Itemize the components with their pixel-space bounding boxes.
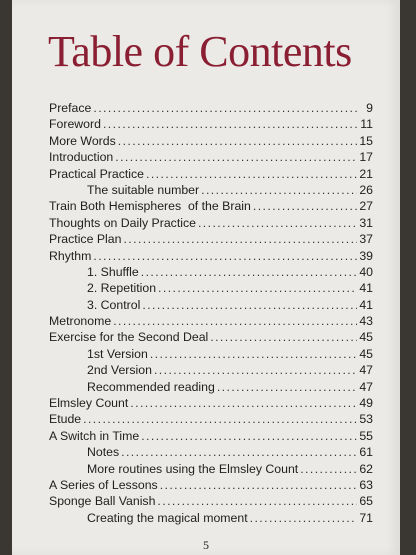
toc-entry — [49, 395, 373, 411]
toc-entry-page: 31 — [359, 215, 373, 230]
toc-entry-page: 47 — [359, 363, 373, 378]
toc-entry-title: Metronome — [49, 314, 112, 329]
toc-entry-title: 1st Version — [87, 346, 148, 361]
dot-leader — [83, 411, 357, 427]
toc-entry — [49, 248, 373, 264]
toc-entry-title: Practice Plan — [49, 232, 122, 247]
toc-entry-title: More routines using the Elmsley Count — [87, 461, 299, 476]
toc-entry-page: 65 — [359, 494, 373, 509]
dot-leader — [142, 297, 357, 313]
toc-entry-title: A Switch in Time — [49, 428, 140, 443]
dot-leader — [250, 510, 357, 526]
toc-entry — [49, 198, 373, 214]
dot-leader — [141, 264, 357, 280]
toc-entry — [49, 280, 373, 296]
toc-entry-page: 49 — [359, 396, 373, 411]
toc-entry-page: 26 — [359, 182, 373, 197]
toc-entry — [49, 428, 373, 444]
toc-entry-title: Creating the magical moment — [87, 510, 248, 525]
dot-leader — [201, 182, 357, 198]
dot-leader — [113, 313, 357, 329]
toc-entry-page: 27 — [359, 199, 373, 214]
toc-entry-page: 39 — [359, 248, 373, 263]
toc-entry-page: 47 — [359, 379, 373, 394]
toc-entry — [49, 510, 373, 526]
dot-leader — [158, 280, 357, 296]
toc-entry-page: 17 — [359, 150, 373, 165]
toc-entry — [49, 100, 373, 116]
toc-entry-page: 11 — [360, 117, 373, 132]
toc-entry — [49, 411, 373, 427]
toc-entry — [49, 362, 373, 378]
toc-entry — [49, 346, 373, 362]
toc-list — [49, 100, 373, 526]
dot-leader — [210, 329, 357, 345]
toc-entry — [49, 329, 373, 345]
dot-leader — [157, 493, 357, 509]
dot-leader — [253, 198, 357, 214]
dot-leader — [115, 149, 357, 165]
toc-entry-title: More Words — [49, 133, 116, 148]
toc-entry-page: 21 — [359, 166, 373, 181]
dot-leader — [93, 248, 357, 264]
toc-entry-title: 2. Repetition — [87, 281, 157, 296]
toc-entry-title: Sponge Ball Vanish — [49, 494, 156, 509]
toc-entry-title: Recommended reading — [87, 379, 215, 394]
toc-entry — [49, 116, 373, 132]
toc-entry — [49, 182, 373, 198]
toc-entry-page: 53 — [359, 412, 373, 427]
toc-entry-page: 45 — [359, 330, 373, 345]
toc-entry-page: 62 — [359, 461, 373, 476]
page-number: 5 — [203, 538, 209, 552]
toc-entry — [49, 313, 373, 329]
dot-leader — [103, 116, 357, 132]
dot-leader — [93, 100, 357, 116]
dot-leader — [160, 477, 357, 493]
toc-entry — [49, 444, 373, 460]
dot-leader — [150, 346, 357, 362]
toc-entry-title: Thoughts on Daily Practice — [49, 215, 196, 230]
toc-entry — [49, 133, 373, 149]
toc-entry — [49, 166, 373, 182]
dot-leader — [121, 444, 357, 460]
toc-entry — [49, 149, 373, 165]
toc-entry — [49, 461, 373, 477]
toc-entry-title: The suitable number — [87, 182, 200, 197]
toc-entry-title: Preface — [49, 101, 92, 115]
toc-entry-page: 61 — [359, 445, 373, 460]
toc-entry-page: 40 — [359, 264, 373, 279]
book-page — [12, 0, 400, 555]
toc-entry-page: 9 — [366, 101, 373, 115]
dot-leader — [198, 215, 357, 231]
toc-entry-page: 63 — [359, 477, 373, 492]
dot-leader — [217, 379, 357, 395]
toc-entry-title: Foreword — [49, 117, 101, 132]
toc-entry-page: 45 — [359, 346, 373, 361]
toc-entry-title: Exercise for the Second Deal — [49, 330, 209, 345]
toc-entry-page: 71 — [359, 510, 373, 525]
page-title: Table of Contents — [48, 27, 352, 76]
toc-entry-title: Etude — [49, 412, 82, 427]
toc-entry-title: 1. Shuffle — [87, 264, 139, 279]
toc-entry-title: Introduction — [49, 150, 114, 165]
toc-entry — [49, 379, 373, 395]
toc-entry-title: A Series of Lessons — [49, 477, 158, 492]
dot-leader — [300, 461, 357, 477]
toc-entry — [49, 493, 373, 509]
toc-entry — [49, 215, 373, 231]
toc-entry-page: 43 — [359, 314, 373, 329]
toc-entry-title: Train Both Hemispheres of the Brain — [49, 199, 251, 214]
toc-entry-page: 15 — [359, 133, 373, 148]
toc-entry — [49, 477, 373, 493]
toc-entry-page: 55 — [359, 428, 373, 443]
toc-entry-title: Elmsley Count — [49, 396, 129, 411]
toc-entry-title: Notes — [87, 445, 120, 460]
toc-entry — [49, 264, 373, 280]
dot-leader — [130, 395, 357, 411]
toc-entry — [49, 297, 373, 313]
toc-entry-page: 37 — [359, 232, 373, 247]
toc-entry-title: Practical Practice — [49, 166, 144, 181]
toc-entry-title: 2nd Version — [87, 363, 152, 378]
dot-leader — [154, 362, 357, 378]
toc-entry-page: 41 — [359, 281, 373, 296]
dot-leader — [123, 231, 357, 247]
dot-leader — [118, 133, 357, 149]
toc-entry-title: 3. Control — [87, 297, 141, 312]
toc-entry-page: 41 — [359, 297, 373, 312]
toc-entry — [49, 231, 373, 247]
toc-entry-title: Rhythm — [49, 248, 92, 263]
dot-leader — [141, 428, 357, 444]
dot-leader — [146, 166, 357, 182]
